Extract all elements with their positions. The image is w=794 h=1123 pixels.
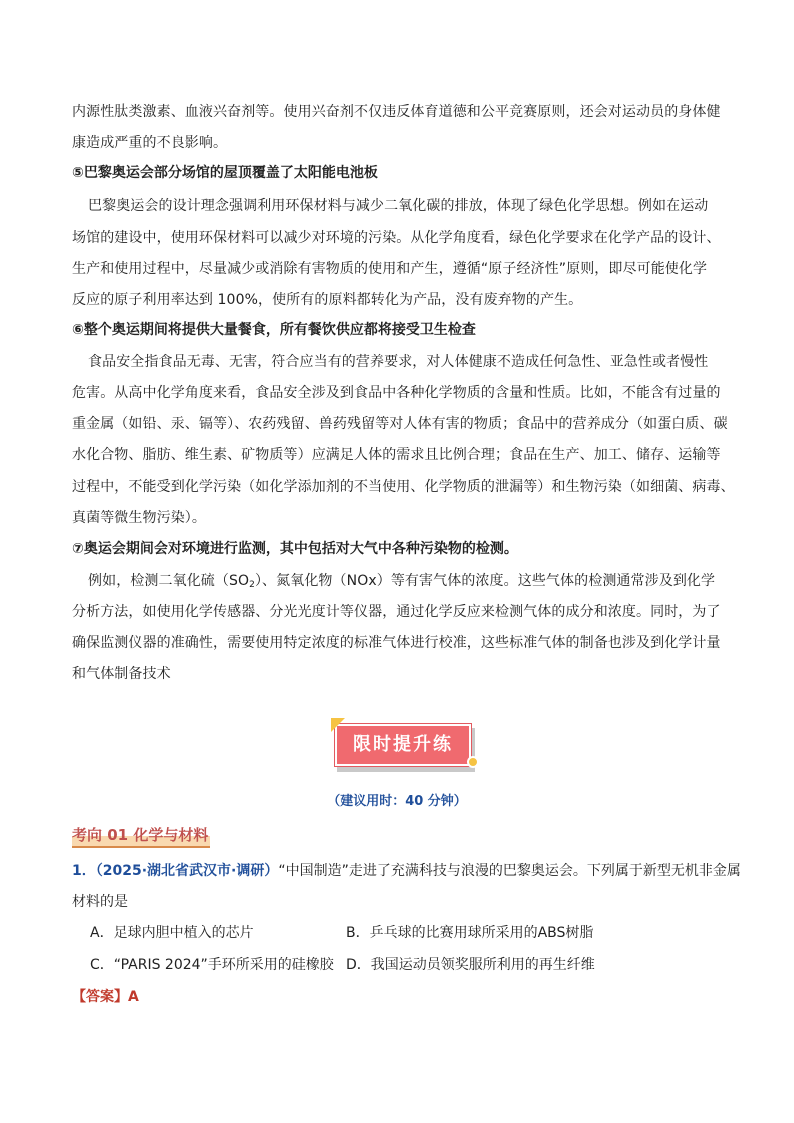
suggested-time: （建议用时：40 分钟） — [327, 794, 467, 809]
text-line — [88, 571, 748, 595]
item-heading-6: ⑥整个奥运期间将提供大量餐食，所有餐饮供应都将接受卫生检查 — [72, 322, 476, 338]
question-text: “中国制造”走进了充满科技与浪漫的巴黎奥运会。下列属于新型无机非金属 — [278, 863, 741, 879]
text-line: 巴黎奥运会的设计理念强调利用环保材料与减少二氧化碳的排放，体现了绿色化学思想。例如在运动 — [88, 198, 709, 214]
text-line: 场馆的建设中，使用环保材料可以减少对环境的污染。从化学角度看，绿色化学要求在化学产品的设计、 — [72, 230, 721, 246]
option-b: B．乒乓球的比赛用球所采用的ABS树脂 — [346, 925, 594, 941]
option-d: D．我国运动员领奖服所利用的再生纤维 — [346, 957, 595, 973]
text-line: 过程中，不能受到化学污染（如化学添加剂的不当使用、化学物质的泄漏等）和生物污染（如细菌、病毒、 — [72, 479, 735, 495]
question-line — [72, 861, 741, 881]
text-line: 康造成严重的不良影响。 — [72, 135, 228, 151]
badge-corner-decoration — [331, 718, 345, 732]
badge-label: 限时提升练 — [335, 724, 471, 766]
section-title: 考向 01 化学与材料 — [72, 824, 210, 848]
text-line: 生产和使用过程中，尽量减少或消除有害物质的使用和产生，遵循“原子经济性”原则，即尽可能使化学 — [72, 261, 708, 277]
text-line: 反应的原子利用率达到 100%，使所有的原料都转化为产品，没有废弃物的产生。 — [72, 292, 583, 308]
text-fragment: 例如，检测二氧化硫（SO — [88, 573, 250, 589]
text-line: 危害。从高中化学角度来看，食品安全涉及到食品中各种化学物质的含量和性质。比如，不能含有过量的 — [72, 385, 721, 401]
option-a: A．足球内胆中植入的芯片 — [90, 925, 254, 941]
text-line: 真菌等微生物污染）。 — [72, 510, 206, 526]
text-line: 分析方法，如使用化学传感器、分光光度计等仪器，通过化学反应来检测气体的成分和浓度。同时，为了 — [72, 604, 721, 620]
text-line: 和气体制备技术 — [72, 666, 171, 682]
practice-badge — [333, 722, 481, 778]
item-heading-7: ⑦奥运会期间会对环境进行监测，其中包括对大气中各种污染物的检测。 — [72, 541, 518, 557]
answer: 【答案】A — [72, 989, 139, 1005]
item-heading-5: ⑤巴黎奥运会部分场馆的屋顶覆盖了太阳能电池板 — [72, 165, 378, 181]
text-fragment: ）、氮氧化物（NOx）等有害气体的浓度。这些气体的检测通常涉及到化学 — [254, 573, 716, 589]
text-line: 确保监测仪器的准确性，需要使用特定浓度的标准气体进行校准，这些标准气体的制备也涉及到化学计量 — [72, 635, 721, 651]
question-source: （2025·湖北省武汉市·调研） — [95, 863, 279, 879]
question-line: 材料的是 — [72, 894, 128, 910]
text-line: 水化合物、脂肪、维生素、矿物质等）应满足人体的需求且比例合理；食品在生产、加工、储存、运输等 — [72, 447, 721, 463]
option-c: C．“PARIS 2024”手环所采用的硅橡胶 — [90, 957, 334, 973]
text-line: 重金属（如铅、汞、镉等）、农药残留、兽药残留等对人体有害的物质；食品中的营养成分（如蛋白质、碳 — [72, 416, 728, 432]
text-line: 食品安全指食品无毒、无害，符合应当有的营养要求，对人体健康不造成任何急性、亚急性或者慢性 — [88, 354, 709, 370]
badge-circle-decoration — [467, 756, 479, 768]
text-line: 内源性肽类激素、血液兴奋剂等。使用兴奋剂不仅违反体育道德和公平竞赛原则，还会对运动员的身体健 — [72, 104, 721, 120]
question-number: 1． — [72, 863, 96, 879]
subscript: 2 — [249, 580, 255, 590]
